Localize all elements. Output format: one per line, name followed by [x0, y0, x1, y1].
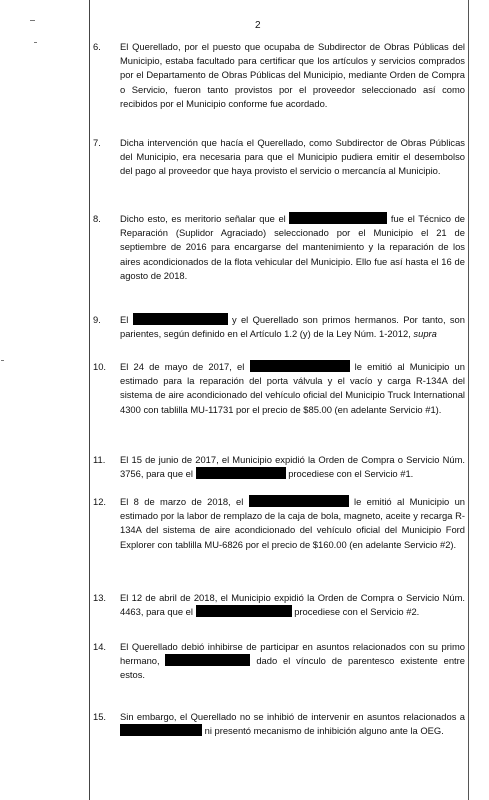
paragraph-text: Dicha intervención que hacía el Querellado, como Subdirector de Obras Públicas del Municipio, era necesaria para que el Municipio pudiera emitir el desembolso del pago al proveedor que haya provisto el servicio o mercancía al Municipio.	[120, 137, 465, 177]
scan-mark	[34, 42, 37, 43]
paragraph-text-b: procediese con el Servicio #1.	[288, 468, 414, 480]
paragraph-text-b: dado el vínculo de parentesco existente entre estos.	[120, 655, 465, 681]
paragraph-15	[90, 710, 465, 738]
paragraph-12	[90, 495, 465, 552]
paragraph-text	[120, 453, 465, 481]
paragraph-text-a: Sin embargo, el Querellado no se inhibió de intervenir en asuntos relacionados a	[120, 711, 465, 722]
redacted-name	[133, 313, 228, 325]
paragraph-number: 14.	[93, 641, 107, 652]
paragraph-text-b: le emitió al Municipio un estimado para la reparación del porta válvula y el vacío y carga R-134A del sistema de aire acondicionado del vehículo oficial del Municipio Truck International 4300 con tablilla MU-11731 por el precio de $85.00 (en adelante Servicio #1).	[120, 361, 465, 415]
paragraph-text	[120, 313, 465, 341]
paragraph-13	[90, 591, 465, 619]
paragraph-text: El Querellado, por el puesto que ocupaba de Subdirector de Obras Públicas del Municipio, estaba facultado para certificar que los artículos y servicios comprados por el Departamento de Obras Públicas del Municipio, mediante Orden de Compra o Servicio, fueron tanto provistos por el proveedor seleccionado así como recibidos por el Municipio conforme fue acordado.	[120, 41, 465, 109]
paragraph-text	[120, 710, 465, 738]
paragraph-8	[90, 212, 465, 283]
paragraph-text-b: ni presentó mecanismo de inhibición alguno ante la OEG.	[204, 725, 444, 737]
paragraph-text-a: El 24 de mayo de 2017, el	[120, 361, 245, 372]
paragraph-text-b: y el Querellado son primos hermanos. Por tanto, son parientes, según definido en el Artículo 1.2 (y) de la Ley Núm. 1-2012,	[120, 314, 465, 340]
paragraph-number: 12.	[93, 496, 107, 507]
paragraph-text	[120, 591, 465, 619]
paragraph-text-italic: supra	[413, 328, 437, 340]
paragraph-number: 15.	[93, 711, 107, 722]
redacted-name	[165, 654, 250, 666]
paragraph-number: 6.	[93, 41, 101, 52]
redacted-name	[249, 495, 349, 507]
paragraph-text-a: El	[120, 314, 129, 325]
paragraph-text-b: procediese con el Servicio #2.	[294, 606, 420, 618]
paragraph-text-a: El Querellado debió inhibirse de participar en asuntos relacionados con su primo hermano,	[120, 641, 465, 667]
redacted-name	[196, 605, 292, 617]
paragraph-text-a: El 12 de abril de 2018, el Municipio expidió la Orden de Compra o Servicio Núm. 4463, para que el	[120, 592, 465, 618]
redacted-name	[196, 467, 286, 479]
paragraph-10	[90, 360, 465, 417]
paragraph-text-a: Dicho esto, es meritorio señalar que el	[120, 213, 286, 224]
paragraph-text	[120, 360, 465, 417]
paragraph-11	[90, 453, 465, 481]
redacted-name	[289, 212, 387, 224]
paragraph-9	[90, 313, 465, 341]
right-margin-line	[468, 0, 469, 800]
paragraph-text-b: fue el Técnico de Reparación (Suplidor Agraciado) seleccionado por el Municipio el 21 de septiembre de 2016 para encargarse del mantenimiento y la reparación de los aires acondicionados de la flota vehicular del Municipio. Ello fue así hasta el 16 de agosto de 2018.	[120, 213, 466, 281]
paragraph-number: 9.	[93, 314, 101, 325]
paragraph-text-b: le emitió al Municipio un estimado por la labor de remplazo de la caja de bola, magneto, aceite y recarga R-134A del sistema de aire acondicionado del vehículo oficial del Municipio Ford Explorer con tablilla MU-6826 por el precio de $160.00 (en adelante Servicio #2).	[120, 496, 466, 550]
page-number: 2	[255, 20, 261, 31]
paragraph-14	[90, 640, 465, 683]
redacted-name	[250, 360, 350, 372]
paragraph-text	[120, 212, 465, 283]
scan-mark	[1, 360, 4, 361]
paragraph-number: 11.	[93, 454, 106, 465]
paragraph-number: 10.	[93, 361, 107, 372]
paragraph-number: 13.	[93, 592, 107, 603]
paragraph-text	[120, 495, 465, 552]
redacted-name	[120, 724, 202, 736]
paragraph-text-a: El 15 de junio de 2017, el Municipio expidió la Orden de Compra o Servicio Núm. 3756, para que el	[120, 454, 465, 480]
paragraph-number: 8.	[93, 213, 101, 224]
paragraph-number: 7.	[93, 137, 101, 148]
paragraph-text-a: El 8 de marzo de 2018, el	[120, 496, 244, 507]
paragraph-text	[120, 640, 465, 683]
paragraph-7	[90, 136, 465, 179]
paragraph-6	[90, 40, 465, 111]
scan-mark	[30, 20, 35, 21]
